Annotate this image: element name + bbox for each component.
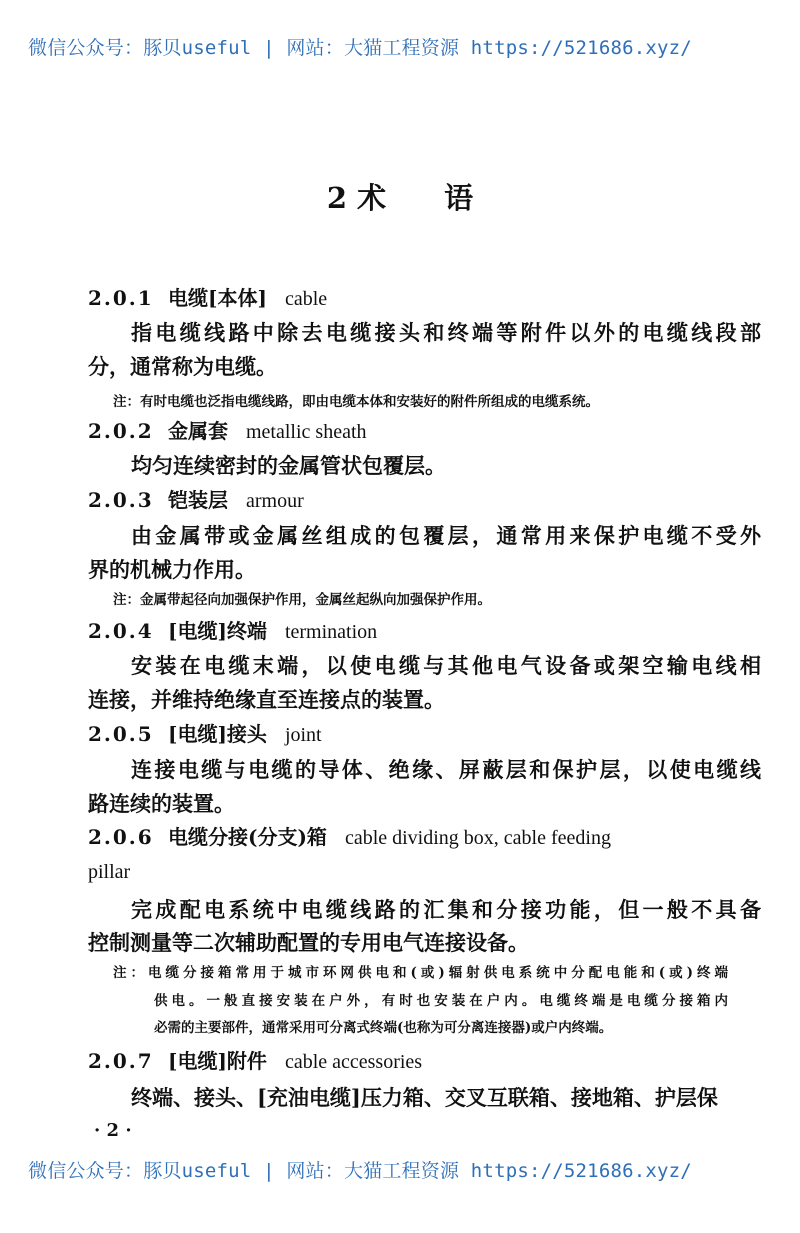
term-definition-line: 指电缆线路中除去电缆接头和终端等附件以外的电缆线段部 [131, 320, 761, 345]
term-english: cable dividing box, cable feeding [344, 827, 611, 849]
term-english: termination [284, 621, 378, 643]
term-definition-line: 控制测量等二次辅助配置的专用电气连接设备。 [88, 930, 529, 955]
term-number: 2.0.1 [88, 286, 154, 310]
term-number: 2.0.6 [88, 825, 154, 849]
term-chinese: [电缆]接头 [168, 722, 267, 746]
term-heading [88, 1051, 422, 1072]
term-english-continued: pillar [88, 861, 131, 883]
term-note-line: 注：电缆分接箱常用于城市环网供电和(或)辐射供电系统中分配电能和(或)终端 [113, 965, 728, 981]
term-definition-line: 完成配电系统中电缆线路的汇集和分接功能，但一般不具备 [131, 897, 761, 922]
term-chinese: 金属套 [168, 419, 228, 443]
term-definition-line: 终端、接头、[充油电缆]压力箱、交叉互联箱、接地箱、护层保 [131, 1085, 718, 1110]
page-number: · 2 · [94, 1120, 132, 1141]
term-heading [88, 724, 322, 745]
term-heading [88, 490, 304, 511]
term-chinese: 电缆[本体] [168, 286, 267, 310]
term-definition-line: 安装在电缆末端，以使电缆与其他电气设备或架空输电线相 [131, 653, 761, 678]
term-note-line: 注：有时电缆也泛指电缆线路，即由电缆本体和安装好的附件所组成的电缆系统。 [113, 394, 599, 410]
term-heading [88, 288, 327, 309]
term-definition-line: 界的机械力作用。 [88, 557, 256, 582]
term-note-line: 供电。一般直接安装在户外，有时也安装在户内。电缆终端是电缆分接箱内 [154, 993, 728, 1009]
term-english: joint [284, 724, 322, 746]
term-chinese: [电缆]终端 [168, 619, 267, 643]
term-number: 2.0.4 [88, 619, 154, 643]
header-watermark: 微信公众号：豚贝useful | 网站：大猫工程资源 https://521686.xyz/ [28, 37, 692, 59]
term-heading [88, 421, 367, 442]
term-english: cable accessories [284, 1051, 423, 1073]
term-chinese: [电缆]附件 [168, 1049, 267, 1073]
term-heading [88, 827, 611, 848]
term-english: metallic sheath [246, 421, 367, 443]
term-note-line: 必需的主要部件，通常采用可分离式终端(也称为可分离连接器)或户内终端。 [154, 1020, 613, 1036]
term-english: cable [284, 288, 328, 310]
term-definition-line: 分，通常称为电缆。 [88, 354, 277, 379]
term-english: armour [246, 490, 304, 512]
footer-watermark: 微信公众号：豚贝useful | 网站：大猫工程资源 https://521686.xyz/ [28, 1160, 692, 1182]
term-definition-line: 连接电缆与电缆的导体、绝缘、屏蔽层和保护层，以使电缆线 [131, 757, 761, 782]
term-number: 2.0.3 [88, 488, 154, 512]
term-chinese: 电缆分接(分支)箱 [168, 825, 327, 849]
term-number: 2.0.5 [88, 722, 154, 746]
term-definition-line: 连接，并维持绝缘直至连接点的装置。 [88, 687, 445, 712]
term-note-line: 注：金属带起径向加强保护作用，金属丝起纵向加强保护作用。 [113, 592, 491, 608]
term-definition-line: 由金属带或金属丝组成的包覆层，通常用来保护电缆不受外 [131, 523, 761, 548]
term-definition-line: 均匀连续密封的金属管状包覆层。 [131, 453, 446, 478]
term-number: 2.0.2 [88, 419, 154, 443]
term-number: 2.0.7 [88, 1049, 154, 1073]
section-title: 2 术 语 [326, 181, 474, 215]
term-definition-line: 路连续的装置。 [88, 791, 235, 816]
term-chinese: 铠装层 [168, 488, 228, 512]
term-heading [88, 621, 377, 642]
